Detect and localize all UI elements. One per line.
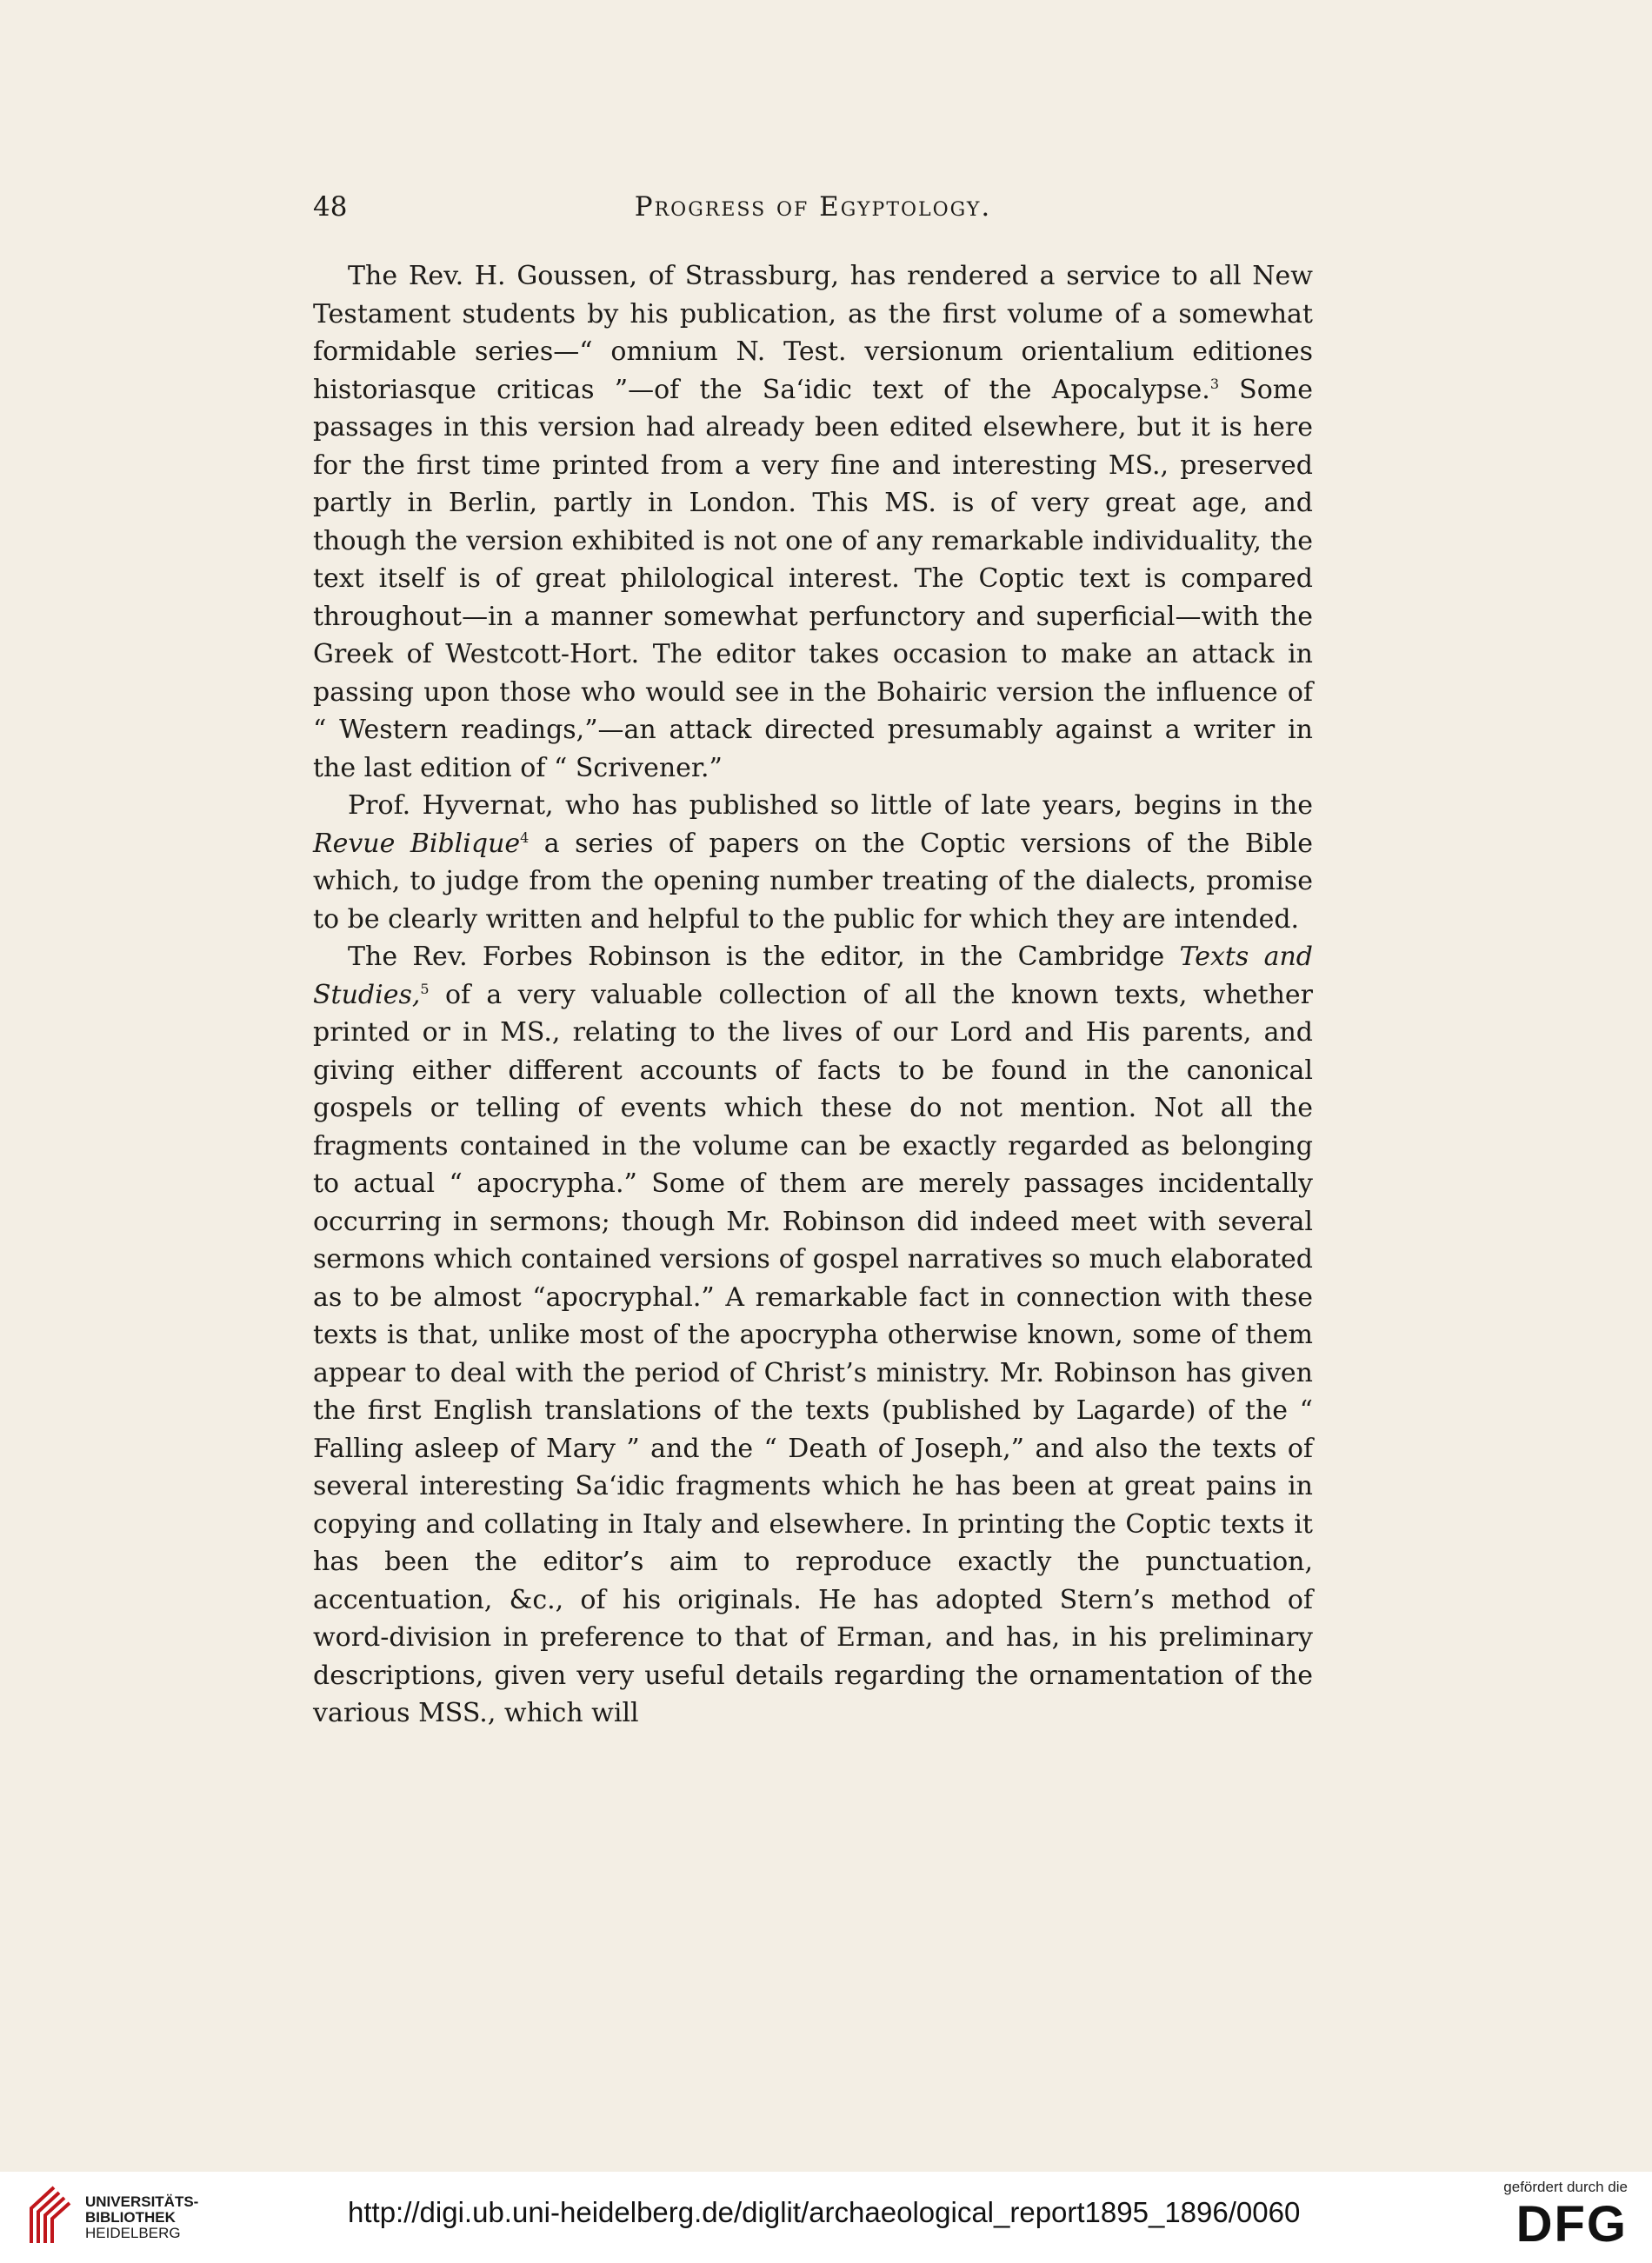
paragraph-text: a series of papers on the Coptic versions of the Bible which, to judge from the opening number treating of the dialects, promise to be clearly written and helpful to the public for which they are intended. xyxy=(313,828,1314,935)
footer-bar xyxy=(0,2172,1652,2263)
library-name-line: HEIDELBERG xyxy=(85,2225,181,2241)
paragraph-text: Some passages in this version had already been edited elsewhere, but it is here for the first time printed from a very fine and interesting MS., preserved partly in Berlin, partly in London. This MS. is of very great age, and though the version exhibited is not one of any remarkable individuality, the text itself is of great philological interest. The Coptic text is compared throughout—in a manner somewhat perfunctory and superficial—with the Greek of Westcott-Hort. The editor takes occasion to make an attack in passing upon those who would see in the Bohairic version the influence of “ Western readings,”—an attack directed presumably against a writer in the last edition of “ Scrivener.” xyxy=(313,374,1313,783)
paragraph-text: The Rev. Forbes Robinson is the editor, in the Cambridge xyxy=(348,942,1180,972)
footnote-ref: 4 xyxy=(520,829,530,846)
library-name-line: BIBLIOTHEK xyxy=(85,2209,176,2226)
library-name xyxy=(85,2194,198,2241)
library-emblem-icon xyxy=(24,2182,80,2252)
paragraph-text: of a very valuable collection of all the known texts, whether printed or in MS., relating to the lives of our Lord and His parents, and giving either different accounts of facts to be found in the canonical gospels or telling of events which these do not mention. Not all the fragments contained in the volume can be exactly regarded as belonging to actual “ apocrypha.” Some of them are merely passages incidentally occurring in sermons; though Mr. Robinson did indeed meet with several sermons which contained versions of gospel narratives so much elaborated as to be almost “apocryphal.” A remarkable fact in connection with these texts is that, unlike most of the apocrypha otherwise known, some of them appear to deal with the period of Christ’s ministry. Mr. Robinson has given the first English translations of the texts (published by Lagarde) of the “ Falling asleep of Mary ” and the “ Death of Joseph,” and also the texts of several interesting Sa‘idic fragments which he has been at great pains in copying and collating in Italy and elsewhere. In printing the Coptic texts it has been the editor’s aim to reproduce exactly the punctuation, accentuation, &c., of his originals. He has adopted Stern’s method of word-division in preference to that of Erman, and has, in his preliminary descriptions, given very useful details regarding the ornamentation of the various MSS., which will xyxy=(313,979,1313,1728)
running-head: Progress of Egyptology. xyxy=(634,191,992,223)
paragraph-hyvernat xyxy=(313,787,1313,938)
paragraph-robinson xyxy=(313,938,1313,1733)
page-number: 48 xyxy=(313,191,348,223)
permalink-url[interactable]: http://digi.ub.uni-heidelberg.de/diglit/archaeological_report1895_1896/0060 xyxy=(348,2196,1301,2228)
paragraph-text: Prof. Hyvernat, who has published so little of late years, begins in the xyxy=(348,790,1313,821)
series-title: Texts and Studies, xyxy=(313,942,1313,1010)
dfg-logo[interactable]: DFG xyxy=(1515,2196,1628,2253)
footnote-ref: 3 xyxy=(1209,375,1219,392)
library-logo[interactable] xyxy=(24,2182,233,2252)
funded-by-label: gefördert durch die xyxy=(1503,2179,1628,2195)
journal-title: Revue Biblique xyxy=(313,828,521,859)
page-header xyxy=(313,191,1313,235)
paragraph-goussen xyxy=(313,257,1313,787)
paragraph-text: The Rev. H. Goussen, of Strassburg, has rendered a service to all New Testament students by his publication, as the first volume of a somewhat formidable series—“ omnium N. Test. versionum orientalium editiones historiasque criticas ”—of the Sa‘idic text of the Apocalypse. xyxy=(313,261,1313,405)
body-text xyxy=(313,257,1313,1733)
library-name-line: UNIVERSITÄTS- xyxy=(85,2193,199,2210)
funder-credit xyxy=(1454,2179,1628,2253)
footnote-ref: 5 xyxy=(420,980,430,997)
